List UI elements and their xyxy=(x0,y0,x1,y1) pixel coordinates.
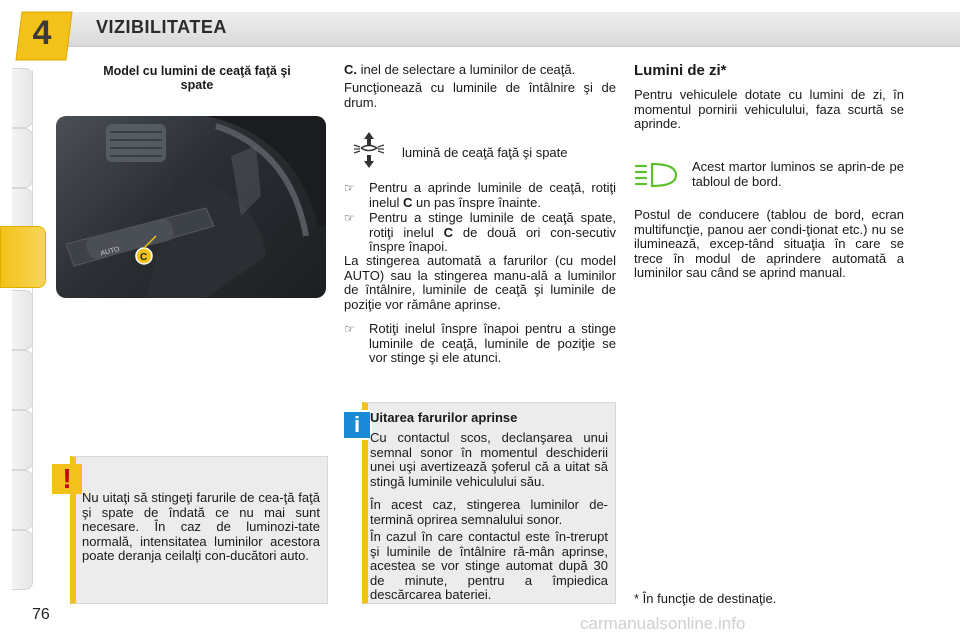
fog-light-icon xyxy=(352,130,386,170)
info-paragraph-1: Cu contactul scos, declanşarea unui semnal sonor în momentul deschiderii unei uşi avertizează şoferul că a uitat să stingă luminile vehiculului său. xyxy=(370,430,608,489)
stalk-photo xyxy=(56,116,326,298)
info-title: Uitarea farurilor aprinse xyxy=(370,410,518,425)
chapter-tab-6[interactable] xyxy=(12,350,33,410)
chapter-tab-2[interactable] xyxy=(12,128,33,188)
ring-c-letter: C. xyxy=(344,62,357,77)
ring-c-label: C xyxy=(140,252,148,263)
bullet-hand-icon: ☞ xyxy=(344,322,355,336)
chapter-tab-8[interactable] xyxy=(12,470,33,530)
daytime-lights-heading: Lumini de zi* xyxy=(634,62,727,79)
chapter-tab-9[interactable] xyxy=(12,530,33,590)
bullet-hand-icon: ☞ xyxy=(344,181,355,195)
chapter-title: VIZIBILITATEA xyxy=(96,17,227,37)
page-number: 76 xyxy=(32,606,50,623)
daytime-light-icon xyxy=(634,160,678,190)
auto-off-paragraph: La stingerea automată a farurilor (cu model AUTO) sau la stingerea manu-ală a luminilor de întâlnire, luminile de ceaţă şi luminile de poziţie vor rămâne aprinse. xyxy=(344,253,616,312)
function-intro: Funcţionează cu luminile de întâlnire şi de drum. xyxy=(344,80,616,110)
warning-text: Nu uitaţi să stingeţi farurile de cea-ţă faţă şi spate de îndată ce nu mai sunt necesare. În caz de luminozi-tate normală, intensitatea luminilor acestora poate deranja ceilalţi con-ducători auto. xyxy=(82,490,320,564)
bullet-turn-on-ring: C xyxy=(402,194,413,210)
chapter-tab-1[interactable] xyxy=(12,68,33,128)
bullet-turn-off-rear-ring: C xyxy=(443,224,454,240)
column-heading: Model cu lumini de ceaţă faţă şi spate xyxy=(103,64,291,92)
info-paragraph-2: În acest caz, stingerea luminilor de-termină oprirea semnalului sonor. xyxy=(370,497,608,527)
warning-icon: ! xyxy=(52,464,82,494)
info-paragraph-3: În cazul în care contactul este în-trerupt şi luminile de întâlnire ră-mân aprinse, acestea se vor stinge automat după 30 de minute, pentru a împiedica descărcarea bateriei. xyxy=(370,529,608,603)
bullet-turn-off-rear-text: Pentru a stinge luminile de ceaţă spate, rotiţi inelul xyxy=(369,210,616,240)
lighting-stalk-illustration xyxy=(56,116,326,298)
footnote: * În funcţie de destinaţie. xyxy=(634,591,777,606)
bullet-turn-on xyxy=(344,181,616,210)
stalk-auto-label: AUTO xyxy=(99,245,121,258)
daytime-lights-intro: Pentru vehiculele dotate cu lumini de zi, în momentul pornirii vehiculului, faza scurtă se aprinde. xyxy=(634,87,904,132)
chapter-tab-5[interactable] xyxy=(12,290,33,350)
bullet-turn-off-all xyxy=(344,322,616,366)
daytime-indicator-text: Acest martor luminos se aprin-de pe tabloul de bord. xyxy=(692,159,904,189)
watermark: carmanualsonline.info xyxy=(580,614,746,633)
dashboard-lighting-paragraph: Postul de conducere (tablou de bord, ecran multifuncţie, panou aer condi-ţionat etc.) nu se iluminează, excep-tând situaţia în care se trece în modul de aprindere automată a luminilor sau când se aprind manual. xyxy=(634,207,904,281)
info-icon: i xyxy=(342,410,372,440)
bullet-turn-on-end: un pas înspre înainte. xyxy=(412,194,542,210)
ring-c-description xyxy=(344,63,616,78)
chapter-tab-4-active[interactable] xyxy=(0,226,46,288)
bullet-turn-on-text: Pentru a aprinde luminile de ceaţă, rotiţi inelul xyxy=(369,180,616,210)
bullet-turn-off-all-text: Rotiţi inelul înspre înapoi pentru a stinge luminile de ceaţă, luminile de poziţie se vor stinge şi ele atunci. xyxy=(369,321,616,366)
bullet-turn-off-rear xyxy=(344,211,616,255)
chapter-tab-7[interactable] xyxy=(12,410,33,470)
fog-light-label: lumină de ceaţă faţă şi spate xyxy=(402,145,568,160)
bullet-turn-off-rear-end: de două ori con-secutiv înspre înapoi. xyxy=(369,224,616,255)
ring-c-desc-text: inel de selectare a luminilor de ceaţă. xyxy=(357,62,576,77)
bullet-hand-icon: ☞ xyxy=(344,211,355,225)
chapter-number: 4 xyxy=(32,14,52,52)
